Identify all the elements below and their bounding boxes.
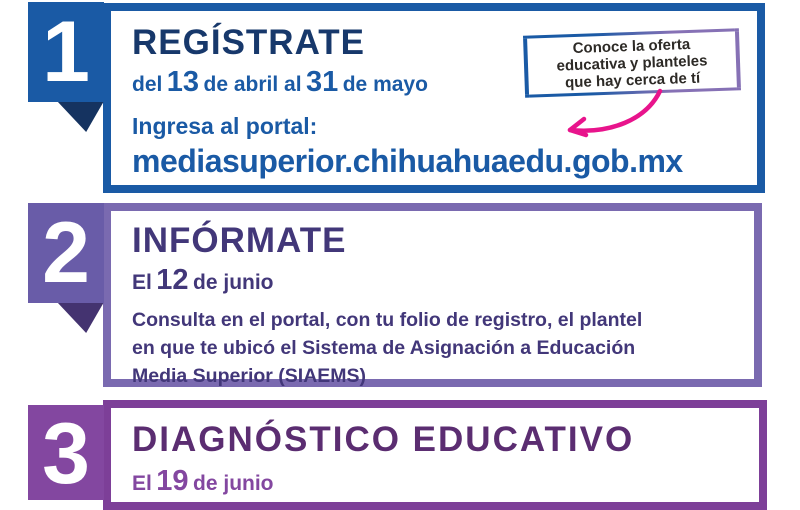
step-1-number: 1 — [42, 4, 90, 100]
callout-line: Conoce la oferta — [572, 35, 691, 57]
step-3-number: 3 — [42, 406, 90, 502]
date-number: 19 — [156, 465, 189, 497]
date-number: 13 — [166, 66, 200, 98]
step-2-title: INFÓRMATE — [132, 221, 347, 260]
date-word: de mayo — [342, 73, 428, 96]
description-line: en que te ubicó el Sistema de Asignación a Educación — [132, 337, 636, 359]
callout-line: que hay cerca de tí — [564, 69, 701, 91]
date-word: de abril al — [203, 73, 302, 96]
step-2-description — [132, 306, 754, 390]
step-2-number-badge — [28, 203, 104, 303]
step-3-title: DIAGNÓSTICO EDUCATIVO — [132, 420, 635, 459]
portal-url: mediasuperior.chihuahuaedu.gob.mx — [132, 143, 683, 179]
date-number: 12 — [156, 264, 189, 296]
step-3-box — [103, 400, 767, 510]
step-2-fold-corner — [57, 302, 104, 333]
date-word: El — [132, 472, 152, 495]
step-2-date — [132, 264, 754, 297]
step-1-title: REGÍSTRATE — [132, 23, 365, 62]
date-word: El — [132, 271, 152, 294]
step-3-date — [132, 465, 759, 498]
step-2-box — [103, 203, 762, 387]
step-1-number-badge — [28, 2, 104, 102]
step-1-fold-corner — [57, 101, 104, 132]
step-3-number-badge — [28, 405, 104, 500]
portal-label: Ingresa al portal: — [132, 113, 318, 139]
date-word: de junio — [193, 271, 274, 294]
date-number: 31 — [306, 66, 339, 98]
description-line: Consulta en el portal, con tu folio de registro, el plantel — [132, 309, 643, 331]
date-word: de junio — [193, 472, 274, 495]
step-2-number: 2 — [42, 205, 90, 301]
description-line: Media Superior (SIAEMS) — [132, 365, 367, 387]
callout-line: educativa y planteles — [556, 51, 708, 75]
curved-arrow-icon — [548, 88, 670, 144]
date-word: del — [132, 73, 163, 96]
